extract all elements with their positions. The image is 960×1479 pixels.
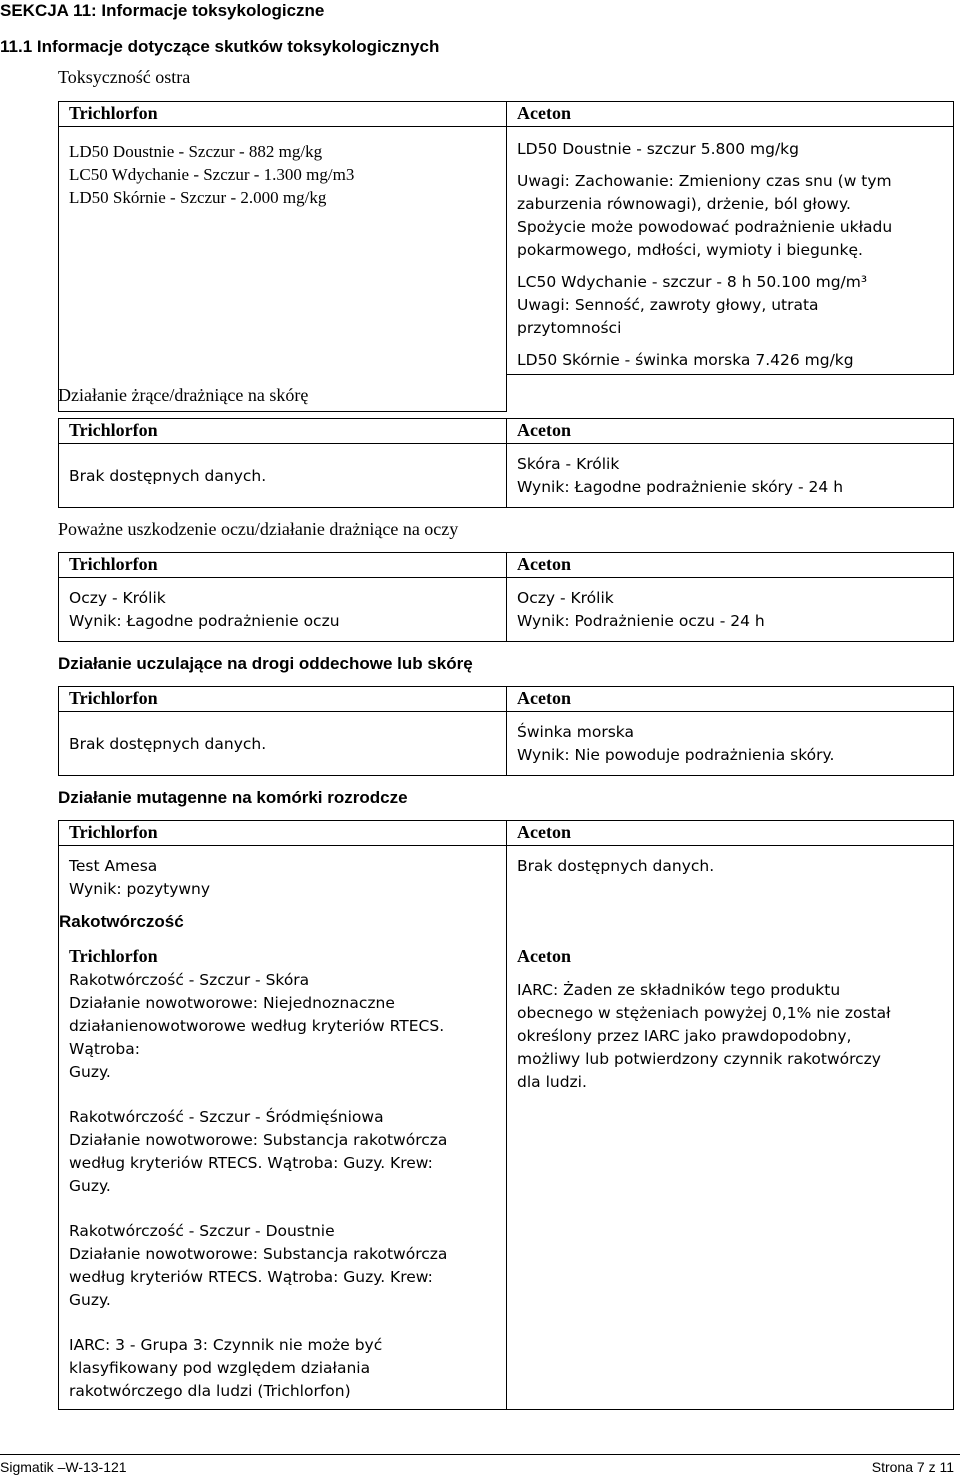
footer-rule <box>0 1454 960 1455</box>
substance-name: Trichlorfon <box>69 946 158 966</box>
section-title: SEKCJA 11: Informacje toksykologiczne <box>0 1 325 20</box>
footer-page-number: Strona 7 z 11 <box>871 1459 954 1475</box>
skin-aceton-text: Skóra - Królik Wynik: Łagodne podrażnienie skóry - 24 h <box>517 455 844 496</box>
acute-aceton-box <box>506 101 954 375</box>
substance-header <box>59 102 506 127</box>
substance-name: Aceton <box>517 554 571 574</box>
substance-name: Aceton <box>517 822 571 842</box>
category-carc-title: Rakotwórczość <box>59 912 184 931</box>
carc-trichlorfon-box <box>58 820 507 1410</box>
category-eyes-title: Poważne uszkodzenie oczu/działanie drażniące na oczy <box>58 519 459 539</box>
eyes-aceton-text: Oczy - Królik Wynik: Podrażnienie oczu - 24 h <box>517 589 765 630</box>
skin-trichlorfon-text: Brak dostępnych danych. <box>69 467 267 485</box>
skin-trichlorfon-box <box>58 418 507 508</box>
category-sens-title: Działanie uczulające na drogi oddechowe lub skórę <box>58 654 473 673</box>
substance-name: Trichlorfon <box>69 420 158 440</box>
carc-trichlorfon-header <box>59 945 506 969</box>
acute-trichlorfon-text: LD50 Doustnie - Szczur - 882 mg/kg LC50 Wdychanie - Szczur - 1.300 mg/m3 LD50 Skórnie - Szczur - 2.000 mg/kg <box>69 142 355 207</box>
acute-trichlorfon-box <box>58 101 507 412</box>
eyes-trichlorfon-box <box>58 552 507 642</box>
muta-trichlorfon-text: Test Amesa Wynik: pozytywny <box>69 857 211 898</box>
carc-aceton-text: IARC: Żaden ze składników tego produktu obecnego w stężeniach powyżej 0,1% nie został określony przez IARC jako prawdopodobny, możliwy lub potwierdzony czynnik rakotwórczy dla ludzi. <box>517 981 891 1091</box>
carc-trichlorfon-text: Rakotwórczość - Szczur - Skóra Działanie nowotworowe: Niejednoznaczne działanienowotworowe według kryteriów RTECS. Wątroba: Guzy. Rakotwórczość - Szczur - Śródmięśniowa Działanie nowotworowe: Substancja rakotwórcza według kryteriów RTECS. Wątroba: Guzy. Krew: Guzy. Rakotwórczość - Szczur - Doustnie Działanie nowotworowe: Substancja rakotwórcza według kryteriów RTECS. Wątroba: Guzy. Krew: Guzy. IARC: 3 - Grupa 3: Czynnik nie może być klasyfikowany pod względem działania rakotwórczego dla ludzi (Trichlorfon) <box>69 971 448 1400</box>
subsection-title: 11.1 Informacje dotyczące skutków toksykologicznych <box>0 37 440 56</box>
eyes-trichlorfon-text: Oczy - Królik Wynik: Łagodne podrażnienie oczu <box>69 589 340 630</box>
substance-name: Trichlorfon <box>69 103 158 123</box>
substance-name: Aceton <box>517 103 571 123</box>
footer-doc-id: Sigmatik –W-13-121 <box>0 1459 127 1475</box>
substance-name: Trichlorfon <box>69 688 158 708</box>
eyes-aceton-box <box>506 552 954 642</box>
acute-aceton-text: LD50 Doustnie - szczur 5.800 mg/kg Uwagi: Zachowanie: Zmieniony czas snu (w tym zaburzenia równowagi), drżenie, ból głowy. Spożycie może powodować podrażnienie układu pokarmowego, mdłości, wymioty i biegunkę. LC50 Wdychanie - szczur - 8 h 50.100 mg/m³ Uwagi: Senność, zawroty głowy, utrata przytomności LD50 Skórnie - świnka morska 7.426 mg/kg <box>517 140 893 369</box>
substance-name: Aceton <box>517 946 571 966</box>
muta-aceton-text: Brak dostępnych danych. <box>517 857 715 875</box>
skin-aceton-box <box>506 418 954 508</box>
sens-aceton-box <box>506 686 954 776</box>
sens-aceton-text: Świnka morska Wynik: Nie powoduje podrażnienia skóry. <box>517 723 835 764</box>
sens-trichlorfon-text: Brak dostępnych danych. <box>69 735 267 753</box>
category-acute-title: Toksyczność ostra <box>58 67 191 87</box>
substance-name: Aceton <box>517 420 571 440</box>
category-skin-title: Działanie żrące/drażniące na skórę <box>58 385 309 405</box>
substance-name: Trichlorfon <box>69 554 158 574</box>
sens-trichlorfon-box <box>58 686 507 776</box>
carc-aceton-box <box>506 820 954 1410</box>
substance-name: Trichlorfon <box>69 822 158 842</box>
category-muta-title: Działanie mutagenne na komórki rozrodcze <box>58 788 408 807</box>
carc-aceton-header <box>507 945 953 969</box>
substance-name: Aceton <box>517 688 571 708</box>
